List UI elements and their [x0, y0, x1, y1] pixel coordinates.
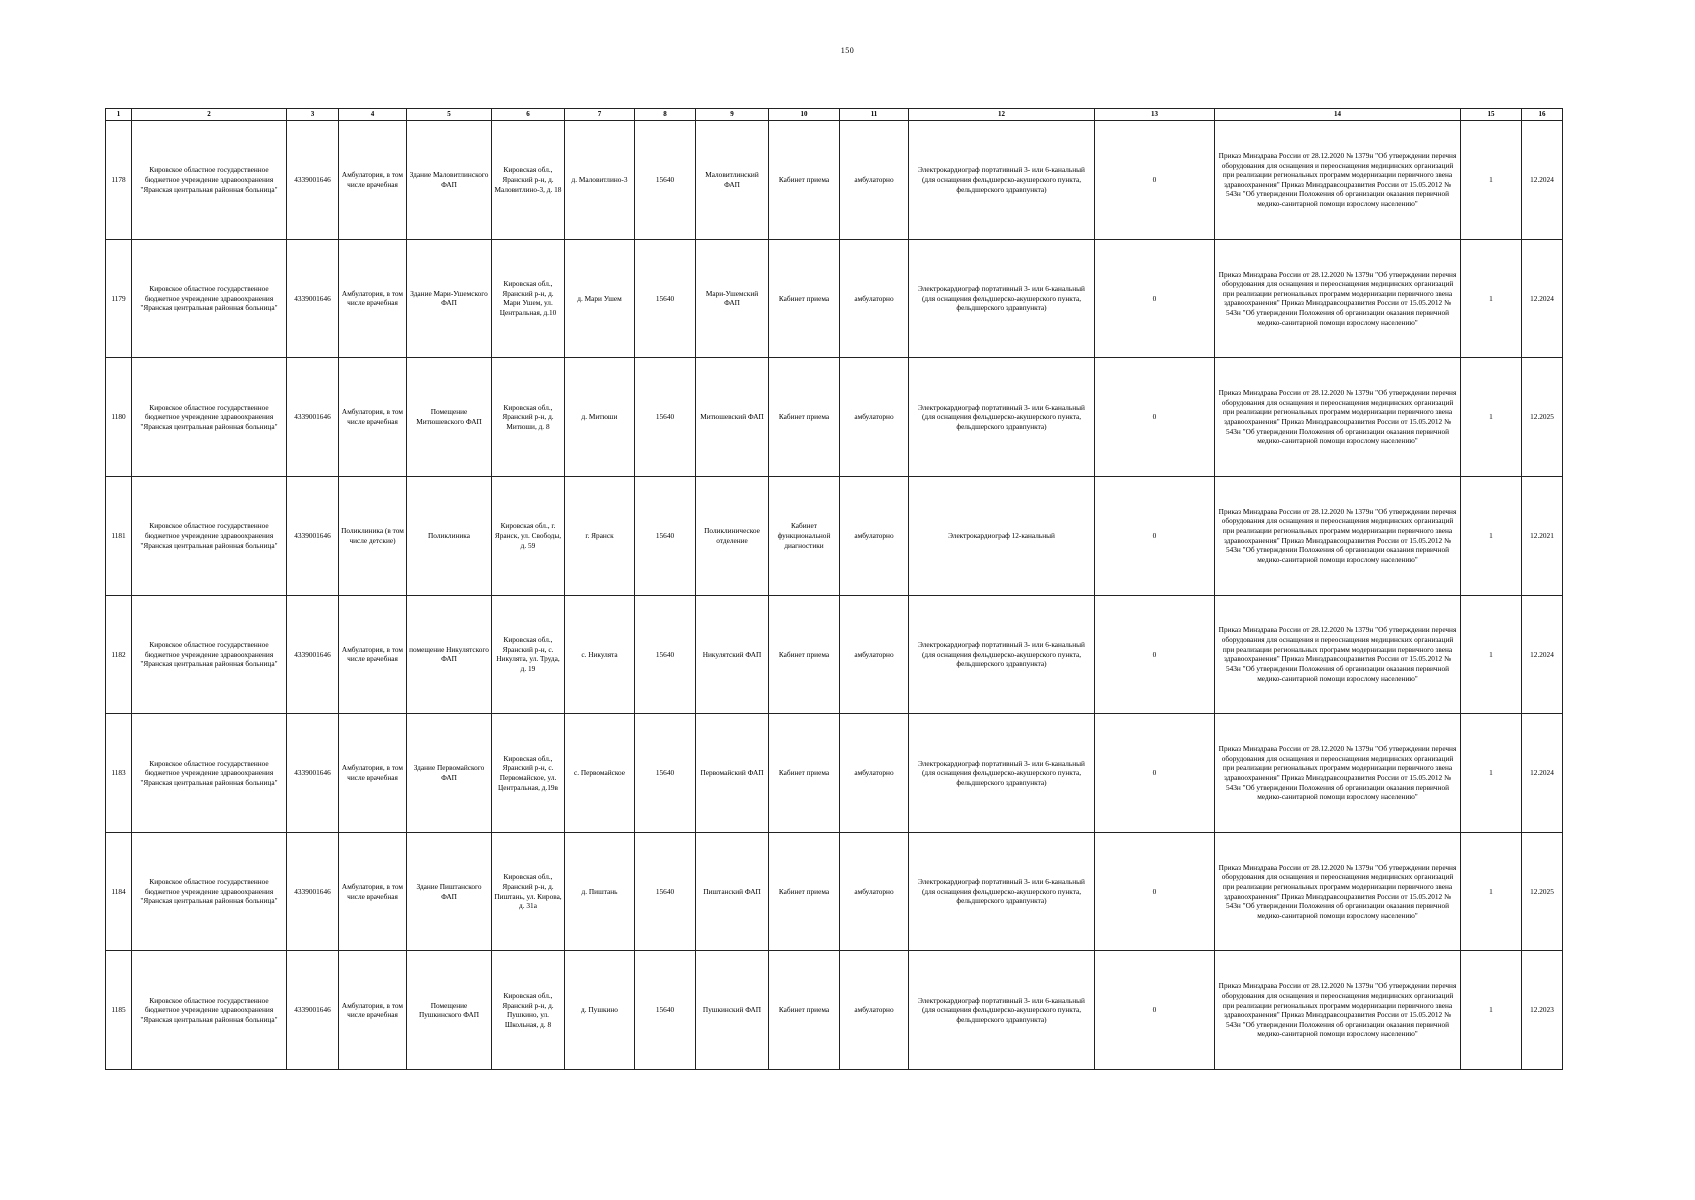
address-cell: Кировская обл., Яранский р-н, с. Никулята, ул. Труда, д. 19: [492, 595, 565, 714]
care-conditions-cell: амбулаторно: [840, 595, 909, 714]
table-row: [106, 476, 1563, 595]
building-name-cell: Помещение Митюшевского ФАП: [407, 358, 492, 477]
column-number-header: 7: [565, 109, 635, 121]
oktmo-code-cell: 15640: [635, 121, 696, 240]
organization-name-cell: Кировское областное государственное бюджетное учреждение здравоохранения "Яранская центральная районная больница": [132, 476, 287, 595]
quantity-needed-cell: 1: [1461, 476, 1522, 595]
facility-type-cell: Амбулатория, в том числе врачебная: [339, 714, 407, 833]
row-number-cell: 1179: [106, 239, 132, 358]
table-row: [106, 121, 1563, 240]
room-cell: Кабинет функциональной диагностики: [769, 476, 840, 595]
quantity-needed-cell: 1: [1461, 595, 1522, 714]
page-number: 150: [840, 46, 855, 55]
room-cell: Кабинет приема: [769, 832, 840, 951]
equipment-name-cell: Электрокардиограф портативный 3- или 6-канальный (для оснащения фельдшерско-акушерского пункта, фельдшерского здравпункта): [909, 239, 1095, 358]
settlement-cell: д. Маловитлино-3: [565, 121, 635, 240]
regulatory-documents-cell: Приказ Минздрава России от 28.12.2020 № 1379н "Об утверждении перечня оборудования для оснащения и переоснащения медицинских организаций при реализации региональных программ модернизации первичного звена здравоохранения" Приказ Минздравсоцразвития России от 15.05.2012 № 543н "Об утверждении Положения об организации оказания первичной медико-санитарной помощи взрослому населению": [1215, 951, 1461, 1070]
quantity-available-cell: 0: [1095, 476, 1215, 595]
building-name-cell: Здание Первомайского ФАП: [407, 714, 492, 833]
inn-cell: 4339001646: [287, 121, 339, 240]
column-number-header: 2: [132, 109, 287, 121]
equipment-name-cell: Электрокардиограф портативный 3- или 6-канальный (для оснащения фельдшерско-акушерского пункта, фельдшерского здравпункта): [909, 951, 1095, 1070]
column-number-header: 4: [339, 109, 407, 121]
room-cell: Кабинет приема: [769, 951, 840, 1070]
column-number-header: 13: [1095, 109, 1215, 121]
facility-type-cell: Амбулатория, в том числе врачебная: [339, 595, 407, 714]
department-cell: Пиштанский ФАП: [696, 832, 769, 951]
table-row: [106, 358, 1563, 477]
care-conditions-cell: амбулаторно: [840, 239, 909, 358]
row-number-cell: 1182: [106, 595, 132, 714]
table-row: [106, 951, 1563, 1070]
column-number-header: 9: [696, 109, 769, 121]
organization-name-cell: Кировское областное государственное бюджетное учреждение здравоохранения "Яранская центральная районная больница": [132, 239, 287, 358]
oktmo-code-cell: 15640: [635, 239, 696, 358]
address-cell: Кировская обл., Яранский р-н, д. Пушкино, ул. Школьная, д. 8: [492, 951, 565, 1070]
room-cell: Кабинет приема: [769, 121, 840, 240]
oktmo-code-cell: 15640: [635, 832, 696, 951]
regulatory-documents-cell: Приказ Минздрава России от 28.12.2020 № 1379н "Об утверждении перечня оборудования для оснащения и переоснащения медицинских организаций при реализации региональных программ модернизации первичного звена здравоохранения" Приказ Минздравсоцразвития России от 15.05.2012 № 543н "Об утверждении Положения об организации оказания первичной медико-санитарной помощи взрослому населению": [1215, 832, 1461, 951]
department-cell: Мари-Ушемский ФАП: [696, 239, 769, 358]
inn-cell: 4339001646: [287, 951, 339, 1070]
planned-date-cell: 12.2024: [1522, 714, 1563, 833]
address-cell: Кировская обл., Яранский р-н, д. Пиштань, ул. Кирова, д. 31а: [492, 832, 565, 951]
equipment-registry-table: [105, 108, 1563, 1070]
quantity-needed-cell: 1: [1461, 121, 1522, 240]
quantity-available-cell: 0: [1095, 951, 1215, 1070]
care-conditions-cell: амбулаторно: [840, 951, 909, 1070]
care-conditions-cell: амбулаторно: [840, 358, 909, 477]
quantity-available-cell: 0: [1095, 714, 1215, 833]
regulatory-documents-cell: Приказ Минздрава России от 28.12.2020 № 1379н "Об утверждении перечня оборудования для оснащения и переоснащения медицинских организаций при реализации региональных программ модернизации первичного звена здравоохранения" Приказ Минздравсоцразвития России от 15.05.2012 № 543н "Об утверждении Положения об организации оказания первичной медико-санитарной помощи взрослому населению": [1215, 358, 1461, 477]
equipment-name-cell: Электрокардиограф портативный 3- или 6-канальный (для оснащения фельдшерско-акушерского пункта, фельдшерского здравпункта): [909, 714, 1095, 833]
column-number-header-row: [106, 109, 1563, 121]
oktmo-code-cell: 15640: [635, 714, 696, 833]
column-number-header: 11: [840, 109, 909, 121]
planned-date-cell: 12.2023: [1522, 951, 1563, 1070]
quantity-available-cell: 0: [1095, 121, 1215, 240]
room-cell: Кабинет приема: [769, 714, 840, 833]
equipment-name-cell: Электрокардиограф портативный 3- или 6-канальный (для оснащения фельдшерско-акушерского пункта, фельдшерского здравпункта): [909, 358, 1095, 477]
address-cell: Кировская обл., Яранский р-н, д. Маловитлино-3, д. 18: [492, 121, 565, 240]
column-number-header: 10: [769, 109, 840, 121]
column-number-header: 5: [407, 109, 492, 121]
settlement-cell: с. Первомайское: [565, 714, 635, 833]
care-conditions-cell: амбулаторно: [840, 121, 909, 240]
regulatory-documents-cell: Приказ Минздрава России от 28.12.2020 № 1379н "Об утверждении перечня оборудования для оснащения и переоснащения медицинских организаций при реализации региональных программ модернизации первичного звена здравоохранения" Приказ Минздравсоцразвития России от 15.05.2012 № 543н "Об утверждении Положения об организации оказания первичной медико-санитарной помощи взрослому населению": [1215, 121, 1461, 240]
building-name-cell: Помещение Пушкинского ФАП: [407, 951, 492, 1070]
facility-type-cell: Амбулатория, в том числе врачебная: [339, 239, 407, 358]
quantity-needed-cell: 1: [1461, 358, 1522, 477]
row-number-cell: 1180: [106, 358, 132, 477]
column-number-header: 14: [1215, 109, 1461, 121]
department-cell: Митюшевский ФАП: [696, 358, 769, 477]
facility-type-cell: Амбулатория, в том числе врачебная: [339, 832, 407, 951]
oktmo-code-cell: 15640: [635, 595, 696, 714]
planned-date-cell: 12.2024: [1522, 239, 1563, 358]
facility-type-cell: Амбулатория, в том числе врачебная: [339, 951, 407, 1070]
regulatory-documents-cell: Приказ Минздрава России от 28.12.2020 № 1379н "Об утверждении перечня оборудования для оснащения и переоснащения медицинских организаций при реализации региональных программ модернизации первичного звена здравоохранения" Приказ Минздравсоцразвития России от 15.05.2012 № 543н "Об утверждении Положения об организации оказания первичной медико-санитарной помощи взрослому населению": [1215, 595, 1461, 714]
facility-type-cell: Амбулатория, в том числе врачебная: [339, 121, 407, 240]
row-number-cell: 1183: [106, 714, 132, 833]
department-cell: Поликлиническое отделение: [696, 476, 769, 595]
table-row: [106, 595, 1563, 714]
quantity-needed-cell: 1: [1461, 951, 1522, 1070]
planned-date-cell: 12.2021: [1522, 476, 1563, 595]
planned-date-cell: 12.2024: [1522, 595, 1563, 714]
inn-cell: 4339001646: [287, 358, 339, 477]
settlement-cell: д. Пушкино: [565, 951, 635, 1070]
department-cell: Маловитлинский ФАП: [696, 121, 769, 240]
quantity-available-cell: 0: [1095, 595, 1215, 714]
department-cell: Пушкинский ФАП: [696, 951, 769, 1070]
regulatory-documents-cell: Приказ Минздрава России от 28.12.2020 № 1379н "Об утверждении перечня оборудования для оснащения и переоснащения медицинских организаций при реализации региональных программ модернизации первичного звена здравоохранения" Приказ Минздравсоцразвития России от 15.05.2012 № 543н "Об утверждении Положения об организации оказания первичной медико-санитарной помощи взрослому населению": [1215, 476, 1461, 595]
quantity-needed-cell: 1: [1461, 714, 1522, 833]
quantity-available-cell: 0: [1095, 239, 1215, 358]
row-number-cell: 1185: [106, 951, 132, 1070]
building-name-cell: Поликлиника: [407, 476, 492, 595]
organization-name-cell: Кировское областное государственное бюджетное учреждение здравоохранения "Яранская центральная районная больница": [132, 595, 287, 714]
inn-cell: 4339001646: [287, 239, 339, 358]
column-number-header: 12: [909, 109, 1095, 121]
quantity-needed-cell: 1: [1461, 239, 1522, 358]
building-name-cell: Здание Маловитлинского ФАП: [407, 121, 492, 240]
column-number-header: 6: [492, 109, 565, 121]
planned-date-cell: 12.2024: [1522, 121, 1563, 240]
column-number-header: 8: [635, 109, 696, 121]
row-number-cell: 1184: [106, 832, 132, 951]
address-cell: Кировская обл., Яранский р-н, д. Митюши, д. 8: [492, 358, 565, 477]
care-conditions-cell: амбулаторно: [840, 714, 909, 833]
organization-name-cell: Кировское областное государственное бюджетное учреждение здравоохранения "Яранская центральная районная больница": [132, 358, 287, 477]
address-cell: Кировская обл., Яранский р-н, с. Первомайское, ул. Центральная, д.19в: [492, 714, 565, 833]
column-number-header: 1: [106, 109, 132, 121]
settlement-cell: д. Мари Ушем: [565, 239, 635, 358]
row-number-cell: 1178: [106, 121, 132, 240]
oktmo-code-cell: 15640: [635, 476, 696, 595]
quantity-needed-cell: 1: [1461, 832, 1522, 951]
organization-name-cell: Кировское областное государственное бюджетное учреждение здравоохранения "Яранская центральная районная больница": [132, 832, 287, 951]
regulatory-documents-cell: Приказ Минздрава России от 28.12.2020 № 1379н "Об утверждении перечня оборудования для оснащения и переоснащения медицинских организаций при реализации региональных программ модернизации первичного звена здравоохранения" Приказ Минздравсоцразвития России от 15.05.2012 № 543н "Об утверждении Положения об организации оказания первичной медико-санитарной помощи взрослому населению": [1215, 714, 1461, 833]
equipment-name-cell: Электрокардиограф портативный 3- или 6-канальный (для оснащения фельдшерско-акушерского пункта, фельдшерского здравпункта): [909, 832, 1095, 951]
equipment-name-cell: Электрокардиограф 12-канальный: [909, 476, 1095, 595]
address-cell: Кировская обл., г. Яранск, ул. Свободы, д. 59: [492, 476, 565, 595]
room-cell: Кабинет приема: [769, 595, 840, 714]
building-name-cell: помещение Никулятского ФАП: [407, 595, 492, 714]
planned-date-cell: 12.2025: [1522, 832, 1563, 951]
table-row: [106, 832, 1563, 951]
inn-cell: 4339001646: [287, 832, 339, 951]
regulatory-documents-cell: Приказ Минздрава России от 28.12.2020 № 1379н "Об утверждении перечня оборудования для оснащения и переоснащения медицинских организаций при реализации региональных программ модернизации первичного звена здравоохранения" Приказ Минздравсоцразвития России от 15.05.2012 № 543н "Об утверждении Положения об организации оказания первичной медико-санитарной помощи взрослому населению": [1215, 239, 1461, 358]
quantity-available-cell: 0: [1095, 358, 1215, 477]
department-cell: Первомайский ФАП: [696, 714, 769, 833]
row-number-cell: 1181: [106, 476, 132, 595]
settlement-cell: д. Митюши: [565, 358, 635, 477]
oktmo-code-cell: 15640: [635, 951, 696, 1070]
table-row: [106, 239, 1563, 358]
settlement-cell: с. Никулята: [565, 595, 635, 714]
room-cell: Кабинет приема: [769, 239, 840, 358]
inn-cell: 4339001646: [287, 714, 339, 833]
building-name-cell: Здание Мари-Ушемского ФАП: [407, 239, 492, 358]
equipment-name-cell: Электрокардиограф портативный 3- или 6-канальный (для оснащения фельдшерско-акушерского пункта, фельдшерского здравпункта): [909, 595, 1095, 714]
care-conditions-cell: амбулаторно: [840, 832, 909, 951]
equipment-name-cell: Электрокардиограф портативный 3- или 6-канальный (для оснащения фельдшерско-акушерского пункта, фельдшерского здравпункта): [909, 121, 1095, 240]
settlement-cell: г. Яранск: [565, 476, 635, 595]
column-number-header: 15: [1461, 109, 1522, 121]
planned-date-cell: 12.2025: [1522, 358, 1563, 477]
column-number-header: 16: [1522, 109, 1563, 121]
address-cell: Кировская обл., Яранский р-н, д. Мари Ушем, ул. Центральная, д.10: [492, 239, 565, 358]
table-row: [106, 714, 1563, 833]
inn-cell: 4339001646: [287, 476, 339, 595]
oktmo-code-cell: 15640: [635, 358, 696, 477]
department-cell: Никулятский ФАП: [696, 595, 769, 714]
column-number-header: 3: [287, 109, 339, 121]
care-conditions-cell: амбулаторно: [840, 476, 909, 595]
settlement-cell: д. Пиштань: [565, 832, 635, 951]
inn-cell: 4339001646: [287, 595, 339, 714]
organization-name-cell: Кировское областное государственное бюджетное учреждение здравоохранения "Яранская центральная районная больница": [132, 951, 287, 1070]
building-name-cell: Здание Пиштанского ФАП: [407, 832, 492, 951]
organization-name-cell: Кировское областное государственное бюджетное учреждение здравоохранения "Яранская центральная районная больница": [132, 121, 287, 240]
facility-type-cell: Поликлиника (в том числе детские): [339, 476, 407, 595]
facility-type-cell: Амбулатория, в том числе врачебная: [339, 358, 407, 477]
organization-name-cell: Кировское областное государственное бюджетное учреждение здравоохранения "Яранская центральная районная больница": [132, 714, 287, 833]
room-cell: Кабинет приема: [769, 358, 840, 477]
quantity-available-cell: 0: [1095, 832, 1215, 951]
